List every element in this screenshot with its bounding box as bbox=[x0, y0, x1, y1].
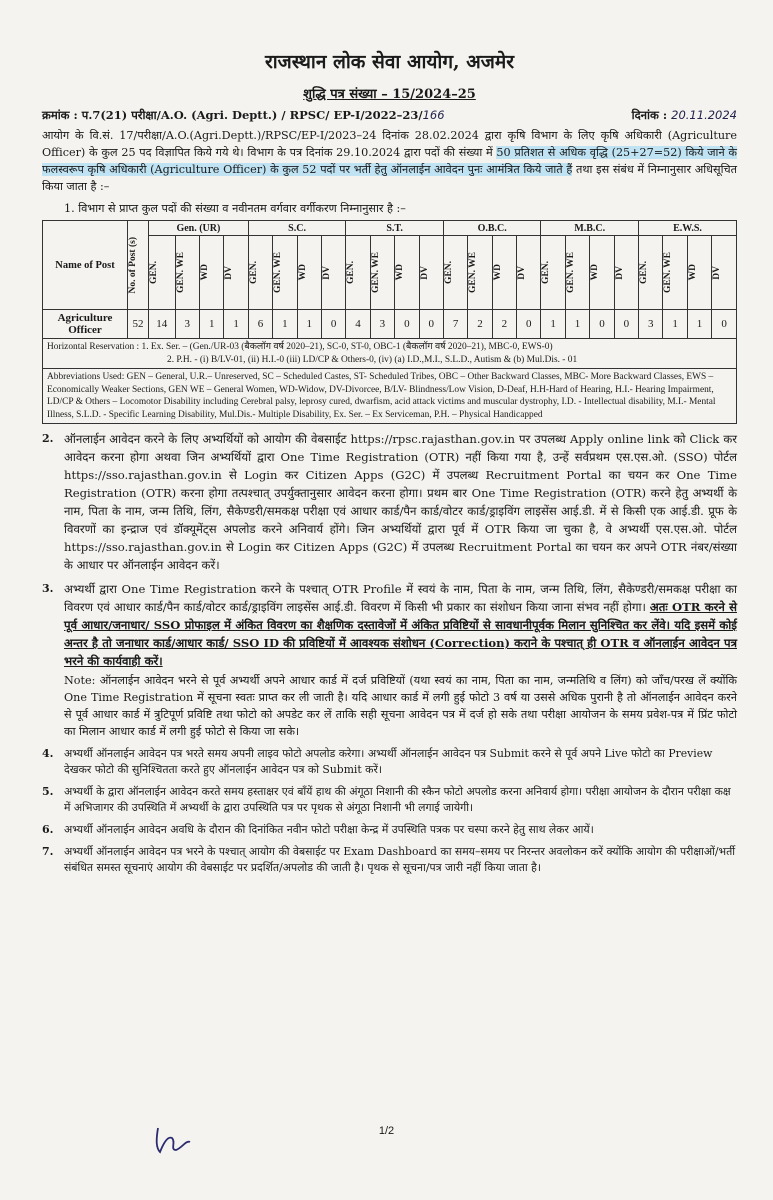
table-cell: 7 bbox=[443, 310, 467, 339]
sub-header: GEN. bbox=[346, 236, 370, 310]
point-4 bbox=[42, 746, 737, 778]
group-header: M.B.C. bbox=[541, 221, 639, 236]
table-cell: 0 bbox=[517, 310, 541, 339]
horizontal-reservation-line1: Horizontal Reservation : 1. Ex. Ser. – (Gen./UR-03 (बैकलॉग वर्ष 2020–21), SC-0, ST-0, OBC-1 (बैकलॉग वर्ष 2020–21), MBC-0, EWS-0) bbox=[47, 342, 553, 352]
sub-header: WD bbox=[590, 236, 614, 310]
note-paragraph: Note: ऑनलाईन आवेदन भरने से पूर्व अभ्यर्थी अपने आधार कार्ड में दर्ज प्रविष्टियों (यथा स्वयं का नाम, पिता का नाम, जन्मतिथि व लिंग) को जाँच/परख लें क्योंकि One Time Registration में सूचना स्वतः प्राप्त कर ली जाती है। यदि आधार कार्ड में लगी हुई फोटो 3 वर्ष या उससे अधिक पुरानी है तो ऑनलाईन आवेदन करने से पूर्व आधार कार्ड में त्रुटिपूर्ण प्रविष्टि तथा फोटो को अपडेट कर लें ताकि सही सूचना आवेदन पत्र में दर्ज हो सके तथा परीक्षा आयोजन के समय प्रवेश-पत्र में प्रिंट फोटो का मिलान आधार कार्ड में लगी हुई फोटो से किया जा सके। bbox=[64, 674, 737, 738]
point-1: 1. विभाग से प्राप्त कुल पदों की संख्या व नवीनतम वर्गवार वर्गीकरण निम्नानुसार है :– bbox=[64, 202, 406, 215]
table-cell: 3 bbox=[639, 310, 663, 339]
table-cell: 3 bbox=[175, 310, 199, 339]
group-header: Gen. (UR) bbox=[149, 221, 249, 236]
sub-header: GEN. WE bbox=[273, 236, 297, 310]
sub-header: DV bbox=[517, 236, 541, 310]
sub-header: DV bbox=[614, 236, 638, 310]
sub-header: WD bbox=[297, 236, 321, 310]
sub-header: WD bbox=[687, 236, 711, 310]
total-posts-header bbox=[128, 221, 149, 310]
point-3-underlined: अतः OTR करने से पूर्व आधार/जनाधार/ SSO प्रोफाइल में अंकित विवरण का शैक्षणिक दस्तावेजों में अंकित प्रविष्टियों से सावधानीपूर्वक मिलान सुनिश्चित कर लेंवे। यदि इसमें कोई अन्तर है तो जनाधार कार्ड/आधार कार्ड/ SSO ID की प्रविष्टियों में आवश्यक संशोधन (Correction) कराने के पश्चात् ही OTR व ऑनलाईन आवेदन पत्र भरने की कार्यवाही करें। bbox=[64, 600, 737, 668]
table-row bbox=[43, 310, 737, 339]
reference-handwritten: 166 bbox=[422, 108, 445, 122]
table-cell: 1 bbox=[687, 310, 711, 339]
group-header: S.T. bbox=[346, 221, 444, 236]
date-handwritten: 20.11.2024 bbox=[671, 108, 737, 122]
sub-header: GEN. WE bbox=[663, 236, 687, 310]
point-number: 2. bbox=[42, 432, 54, 445]
table-cell: 1 bbox=[565, 310, 589, 339]
table-cell: 1 bbox=[297, 310, 321, 339]
group-header: O.B.C. bbox=[443, 221, 541, 236]
table-cell: 2 bbox=[468, 310, 492, 339]
point-text: अभ्यर्थी के द्वारा ऑनलाईन आवेदन करते समय हस्ताक्षर एवं बाँयें हाथ की अंगूठा निशानी की स्कैन फोटो अपलोड करना अनिवार्य होगा। परीक्षा आयोजन के दौरान परीक्षा कक्ष में अभिजागर की उपस्थिति में अभ्यर्थी के द्वारा उपस्थिति पत्र पर पृथक से अंगूठा निशानी भी लगाई जायेगी। bbox=[64, 785, 731, 814]
sub-header: DV bbox=[321, 236, 345, 310]
sub-header: WD bbox=[492, 236, 516, 310]
sub-header: DV bbox=[224, 236, 248, 310]
sub-header: DV bbox=[712, 236, 737, 310]
sub-header: GEN. WE bbox=[565, 236, 589, 310]
page-number: 1/2 bbox=[378, 1125, 395, 1137]
point-number: 3. bbox=[42, 582, 54, 595]
table-cell: 1 bbox=[541, 310, 565, 339]
table-cell: 14 bbox=[149, 310, 176, 339]
group-header: S.C. bbox=[248, 221, 346, 236]
table-cell: 1 bbox=[273, 310, 297, 339]
abbreviations-row bbox=[43, 369, 737, 424]
posts-table bbox=[42, 220, 737, 424]
post-name: Agriculture Officer bbox=[43, 310, 128, 339]
sub-header: GEN. bbox=[443, 236, 467, 310]
table-cell: 0 bbox=[590, 310, 614, 339]
sub-header: WD bbox=[395, 236, 419, 310]
post-name-header: Name of Post bbox=[43, 221, 128, 310]
table-cell: 1 bbox=[224, 310, 248, 339]
horizontal-reservation-line2: 2. P.H. - (i) B/LV-01, (ii) H.I.-0 (iii) LD/CP & Others-0, (iv) (a) I.D.,M.I., S.L.D., Autism & (b) Mul.Dis. - 01 bbox=[167, 354, 578, 365]
total-posts-header-text: No. of Post (s) bbox=[128, 236, 138, 294]
table-cell: 3 bbox=[370, 310, 394, 339]
point-text: अभ्यर्थी ऑनलाईन आवेदन अवधि के दौरान की दिनांकित नवीन फोटो परीक्षा केन्द्र में उपस्थिति पत्रक पर चस्पा करने हेतु साथ लेकर आयें। bbox=[64, 823, 594, 836]
table-cell: 1 bbox=[663, 310, 687, 339]
table-cell: 0 bbox=[614, 310, 638, 339]
intro-highlighted-text: 50 प्रतिशत से अधिक वृद्धि (25+27=52) किये जाने के फलस्वरूप कृषि अधिकारी (Agriculture Officer) के कुल 52 पदों पर भर्ती हेतु ऑनलाईन आवेदन पुनः आमंत्रित किये जाते हैं bbox=[42, 146, 737, 176]
point-text: अभ्यर्थी ऑनलाईन आवेदन पत्र भरते समय अपनी लाइव फोटो अपलोड करेगा। अभ्यर्थी ऑनलाईन आवेदन पत्र Submit करने से पूर्व अपने Live फोटो का Preview देखकर फोटो की सुनिश्चितता करते हुए ऑनलाईन आवेदन पत्र को Submit करें। bbox=[64, 747, 713, 776]
intro-paragraph bbox=[42, 127, 737, 195]
group-header: E.W.S. bbox=[639, 221, 737, 236]
table-cell: 0 bbox=[321, 310, 345, 339]
reference-label: क्रमांक : bbox=[42, 108, 78, 122]
intro-text: आयोग के वि.सं. 17/परीक्षा/A.O.(Agri.Deptt.)/RPSC/EP-I/2023–24 दिनांक 28.02.2024 द्वारा कृषि विभाग के लिए कृषि अधिकारी (Agriculture Officer) के कुल 25 पद विज्ञापित किये गये थे। विभाग के पत्र दिनांक 29.10.2024 द्वारा पदों की संख्या में bbox=[42, 129, 737, 159]
point-text bbox=[64, 580, 737, 670]
table-cell: 0 bbox=[395, 310, 419, 339]
point-7 bbox=[42, 844, 737, 876]
horizontal-reservation-row bbox=[43, 339, 737, 369]
sub-header: GEN. bbox=[541, 236, 565, 310]
table-cell: 1 bbox=[200, 310, 224, 339]
sub-header: GEN. bbox=[248, 236, 272, 310]
corrigendum-number-text: शुद्धि पत्र संख्या – 15/2024–25 bbox=[303, 87, 476, 102]
sub-header: GEN. WE bbox=[175, 236, 199, 310]
sub-header: GEN. WE bbox=[468, 236, 492, 310]
sub-header: GEN. bbox=[149, 236, 176, 310]
horizontal-reservation bbox=[43, 339, 737, 369]
issue-date bbox=[632, 108, 737, 123]
point-5 bbox=[42, 784, 737, 816]
intro-text-end: तथा इस संबंध में निम्नानुसार अधिसूचित किया जाता है :– bbox=[42, 163, 737, 193]
point-text: अभ्यर्थी ऑनलाईन आवेदन पत्र भरने के पश्चात् आयोग की वेबसाईट पर Exam Dashboard का समय–समय पर निरन्तर अवलोकन करें क्योंकि आयोग की परीक्षाओं/भर्ती संबंधित समस्त सूचनाएं आयोग की वेबसाईट पर प्रदर्शित/अपलोड की जाती है। पृथक से सूचना/पत्र जारी नहीं किया जाता है। bbox=[64, 845, 736, 874]
point-number: 5. bbox=[42, 785, 54, 798]
reference-number bbox=[42, 108, 445, 123]
corrigendum-number bbox=[42, 84, 737, 102]
point-6 bbox=[42, 822, 737, 838]
point-3-text: अभ्यर्थी द्वारा One Time Registration करने के पश्चात् OTR Profile में स्वयं के नाम, पिता के नाम, जन्म तिथि, लिंग, सैकेण्डरी/समकक्ष परीक्षा का विवरण एवं आधार कार्ड/पैन कार्ड/वोटर कार्ड/ड्राइविंग लाइसेंस आई.डी. विवरण में किसी भी प्रकार का संशोधन किया जाना संभव नहीं होगा। bbox=[64, 582, 737, 614]
table-cell: 4 bbox=[346, 310, 370, 339]
sub-header: DV bbox=[419, 236, 443, 310]
point-3 bbox=[42, 580, 737, 670]
point-2 bbox=[42, 430, 737, 574]
table-cell: 0 bbox=[712, 310, 737, 339]
abbreviations: Abbreviations Used: GEN – General, U.R.– Unreserved, SC – Scheduled Castes, ST- Scheduled Tribes, OBC – Other Backward Classes, MBC- More Backward Classes, EWS – Economically Weaker Sections, GEN WE – General Women, WD-Widow, DV-Divorcee, B/LV- Blindness/Low Vision, D-Deaf, H.H-Hard of Hearing, H.I.- Hearing Impairment, LD/CP & Others – Locomotor Disability including Cerebral palsy, leprosy cured, dwarfism, acid attack victims and muscular dystrophy, I.D. - Intellectual disability, M.I.- Mental Illness, S.L.D. - Specific Learning Disability, Mul.Dis.- Multiple Disability, Ex. Ser. – Ex Serviceman, P.H. – Physical Handicapped bbox=[43, 369, 737, 424]
sub-header: GEN. bbox=[639, 236, 663, 310]
total-posts: 52 bbox=[128, 310, 149, 339]
point-text: ऑनलाईन आवेदन करने के लिए अभ्यर्थियों को आयोग की वेबसाईट https://rpsc.rajasthan.gov.in पर उपलब्ध Apply online link को Click कर आवेदन करना होगा अथवा जिन अभ्यर्थियों द्वारा One Time Registration (OTR) नहीं किया गया है, उन्हें सर्वप्रथम एस.एस.ओ. (SSO) पोर्टल https://sso.rajasthan.gov.in से Login कर Citizen Apps (G2C) में उपलब्ध Recruitment Portal का चयन कर One Time Registration (OTR) करना होगा तत्पश्चात् उपर्युक्तानुसार आवेदन करना होगा। प्रथम बार One Time Registration (OTR) करने हेतु अभ्यर्थी के नाम, पिता के नाम, जन्म तिथि, लिंग, सैकेण्डरी/समकक्ष परीक्षा एवं आधार कार्ड/पैन कार्ड/वोटर कार्ड/ड्राइविंग लाइसेंस आई.डी. में से किसी एक आई.डी. प्रूफ के विवरणों का इन्द्राज एवं डॉक्यूमेंट्स अपलोड करने अनिवार्य होंगे। जिन अभ्यर्थियों द्वारा पूर्व में OTR किया जा चुका है, वे अभ्यर्थी एस.एस.ओ. पोर्टल https://sso.rajasthan.gov.in से Login कर Citizen Apps (G2C) में उपलब्ध Recruitment Portal का चयन कर अपने OTR नंबर/संख्या के आधार पर ऑनलाईन आवेदन करें। bbox=[64, 432, 737, 572]
table-cell: 2 bbox=[492, 310, 516, 339]
table-cell: 6 bbox=[248, 310, 272, 339]
point-number: 4. bbox=[42, 747, 54, 760]
point-number: 7. bbox=[42, 845, 54, 858]
reference-line bbox=[42, 108, 737, 123]
sub-header: GEN. WE bbox=[370, 236, 394, 310]
date-label: दिनांक : bbox=[631, 108, 668, 122]
sub-header: WD bbox=[200, 236, 224, 310]
table-cell: 0 bbox=[419, 310, 443, 339]
reference-value: प.7(21) परीक्षा/A.O. (Agri. Deptt.) / RPSC/ EP-I/2022–23/ bbox=[81, 108, 423, 122]
commission-title: राजस्थान लोक सेवा आयोग, अजमेर bbox=[264, 51, 514, 73]
point-number: 6. bbox=[42, 823, 54, 836]
